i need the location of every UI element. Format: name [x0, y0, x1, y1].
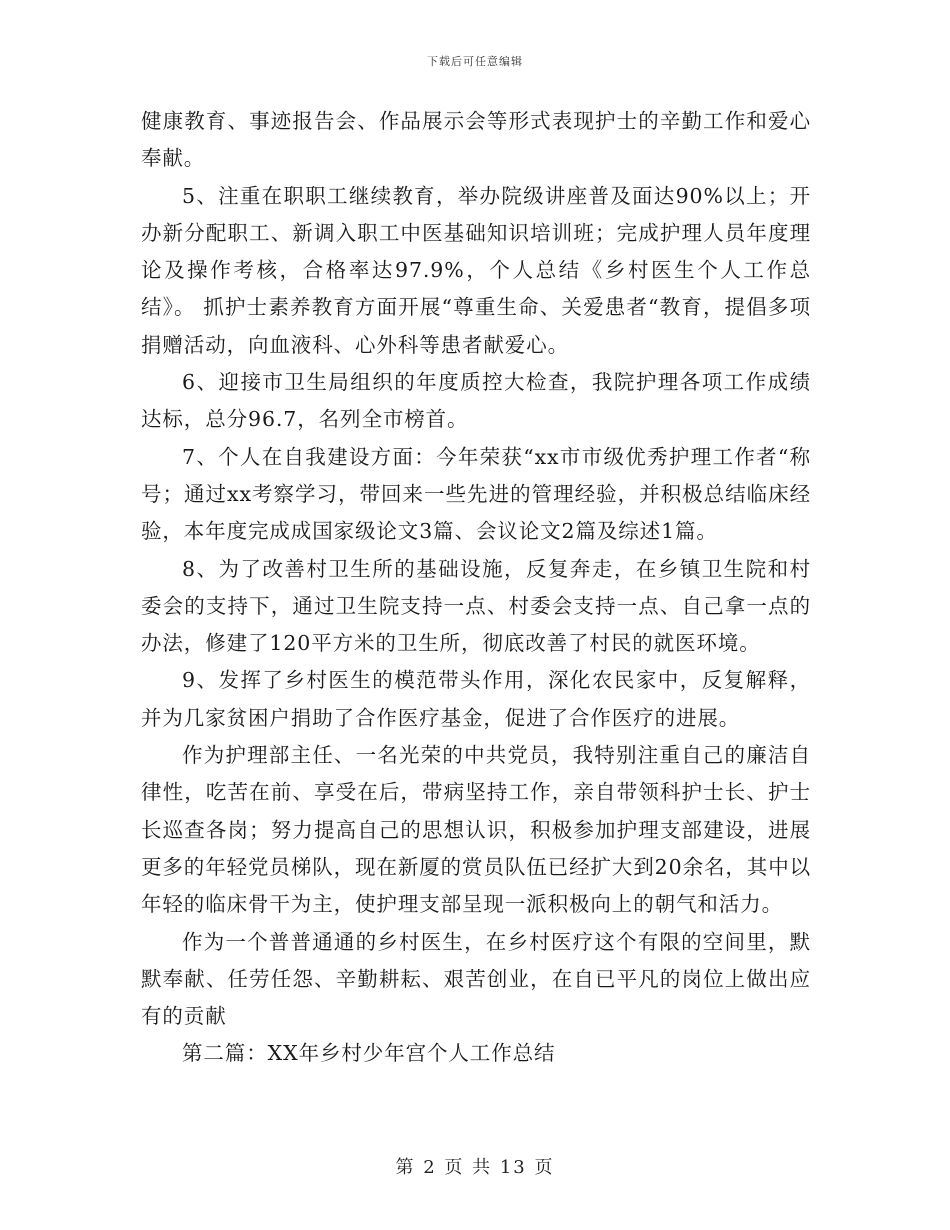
- paragraph-continuation: 健康教育、事迹报告会、作品展示会等形式表现护士的辛勤工作和爱心奉献。: [141, 109, 811, 171]
- page-footer-number: 第 2 页 共 13 页: [395, 1157, 555, 1178]
- page-header-note: 下载后可任意编辑: [427, 55, 523, 68]
- paragraph-party-member: 作为护理部主任、一名光荣的中共党员，我特别注重自己的廉洁自律性，吃苦在前、享受在后，带病坚持工作，亲自带领科护士长、护士长巡查各岗；努力提高自己的思想认识，积极参加护理支部建设，进展更多的年轻党员梯队，现在新厦的赏员队伍已经扩大到20余名，其中以年轻的临床骨干为主，使护理支部呈现一派积极向上的朝气和活力。: [141, 743, 811, 917]
- paragraph-item-5: 5、注重在职职工继续教育，举办院级讲座普及面达90%以上；开办新分配职工、新调入职工中医基础知识培训班；完成护理人员年度理论及操作考核，合格率达97.9%，个人总结《乡村医生个人工作总结》。 抓护士素养教育方面开展“尊重生命、关爱患者“教育，提倡多项捐赠活动，向血液科、心外科等患者献爱心。: [141, 183, 811, 357]
- paragraph-item-7: 7、个人在自我建设方面：今年荣获“xx市市级优秀护理工作者“称号；通过xx考察学习，带回来一些先进的管理经验，并积极总结临床经验，本年度完成成国家级论文3篇、会议论文2篇及综述1篇。: [141, 444, 811, 544]
- paragraph-item-6: 6、迎接市卫生局组织的年度质控大检查，我院护理各项工作成绩达标，总分96.7，名列全市榜首。: [141, 370, 811, 432]
- paragraph-item-9: 9、发挥了乡村医生的模范带头作用，深化农民家中，反复解释，并为几家贫困户捐助了合作医疗基金，促进了合作医疗的进展。: [141, 668, 811, 730]
- section-heading: 第二篇：XX年乡村少年宫个人工作总结: [182, 1041, 556, 1066]
- paragraph-item-8: 8、为了改善村卫生所的基础设施，反复奔走，在乡镇卫生院和村委会的支持下，通过卫生院支持一点、村委会支持一点、自己拿一点的办法，修建了120平方米的卫生所，彻底改善了村民的就医环境。: [141, 556, 811, 656]
- paragraph-closing: 作为一个普普通通的乡村医生，在乡村医疗这个有限的空间里，默默奉献、任劳任怨、辛勤耕耘、艰苦创业，在自已平凡的岗位上做出应有的贡献: [141, 929, 811, 1029]
- document-body: [141, 103, 811, 1073]
